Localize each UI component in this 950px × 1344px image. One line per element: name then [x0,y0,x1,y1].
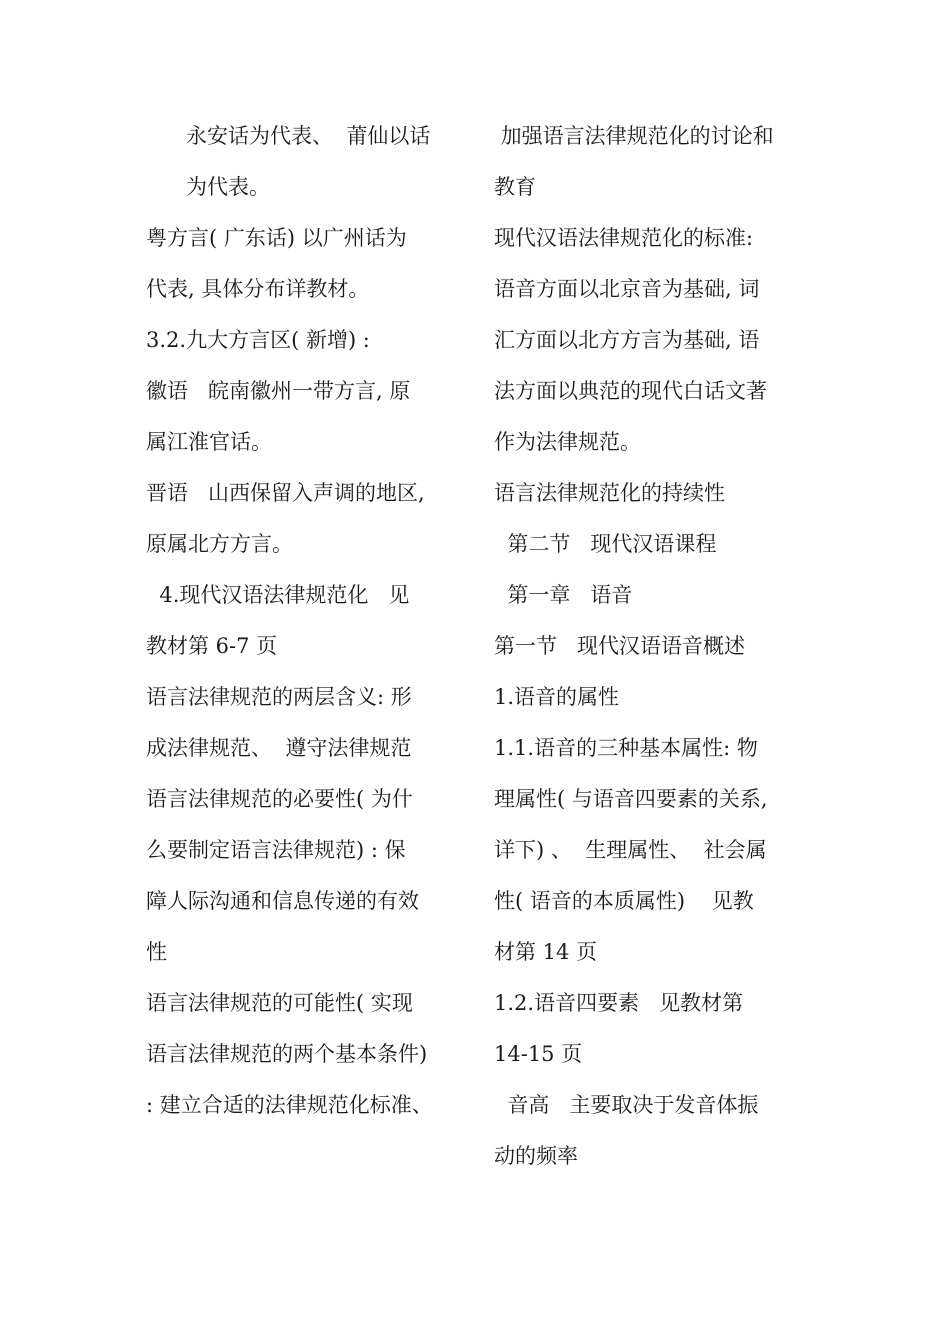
text-line: 永安话为代表、 莆仙以话 [146,124,431,148]
text-line: : 建立合适的法律规范化标准、 [146,1093,433,1117]
text-line: 4.现代汉语法律规范化 见 [146,583,410,607]
text-line: 语言法律规范化的持续性 [494,481,725,505]
text-line: 详下) 、 生理属性、 社会属 [494,838,767,862]
text-line: 音高 主要取决于发音体振 [494,1093,759,1117]
text-line: 作为法律规范。 [494,430,641,454]
text-line: 语言法律规范的两层含义: 形 [146,685,412,709]
text-line: 1.1.语音的三种基本属性: 物 [494,736,758,760]
text-line: 么要制定语言法律规范) : 保 [146,838,406,862]
text-line: 成法律规范、 遵守法律规范 [146,736,412,760]
text-line: 法方面以典范的现代白话文著 [494,379,767,403]
right-column [494,111,824,1182]
text-line: 为代表。 [146,175,271,199]
text-line: 1.2.语音四要素 见教材第 [494,991,744,1015]
text-line: 原属北方方言。 [146,532,293,556]
text-line: 性 [146,940,167,964]
text-line: 动的频率 [494,1144,578,1168]
left-column [146,111,466,1131]
text-line: 障人际沟通和信息传递的有效 [146,889,419,913]
text-line: 徽语 皖南徽州一带方言, 原 [146,379,411,403]
text-line: 属江淮官话。 [146,430,272,454]
text-line: 语言法律规范的必要性( 为什 [146,787,413,811]
text-line: 粤方言( 广东话) 以广州话为 [146,226,407,250]
text-line: 性( 语音的本质属性) 见教 [494,889,754,913]
text-line: 语言法律规范的两个基本条件) [146,1042,428,1066]
section-heading: 第一节 现代汉语语音概述 [494,634,746,658]
text-line: 代表, 具体分布详教材。 [146,277,370,301]
text-line: 3.2.九大方言区( 新增) : [146,328,370,352]
section-heading: 第二节 现代汉语课程 [494,532,717,556]
text-line: 加强语言法律规范化的讨论和 [494,124,774,148]
text-line: 教材第 6-7 页 [146,634,278,658]
text-line: 1.语音的属性 [494,685,620,709]
text-line: 晋语 山西保留入声调的地区, [146,481,425,505]
text-line: 理属性( 与语音四要素的关系, [494,787,768,811]
text-line: 语言法律规范的可能性( 实现 [146,991,413,1015]
text-line: 现代汉语法律规范化的标准: [494,226,754,250]
text-line: 材第 14 页 [494,940,598,964]
text-line: 教育 [494,175,536,199]
text-line: 汇方面以北方方言为基础, 语 [494,328,760,352]
text-line: 语音方面以北京音为基础, 词 [494,277,760,301]
chapter-heading: 第一章 语音 [494,583,633,607]
text-line: 14-15 页 [494,1042,583,1066]
